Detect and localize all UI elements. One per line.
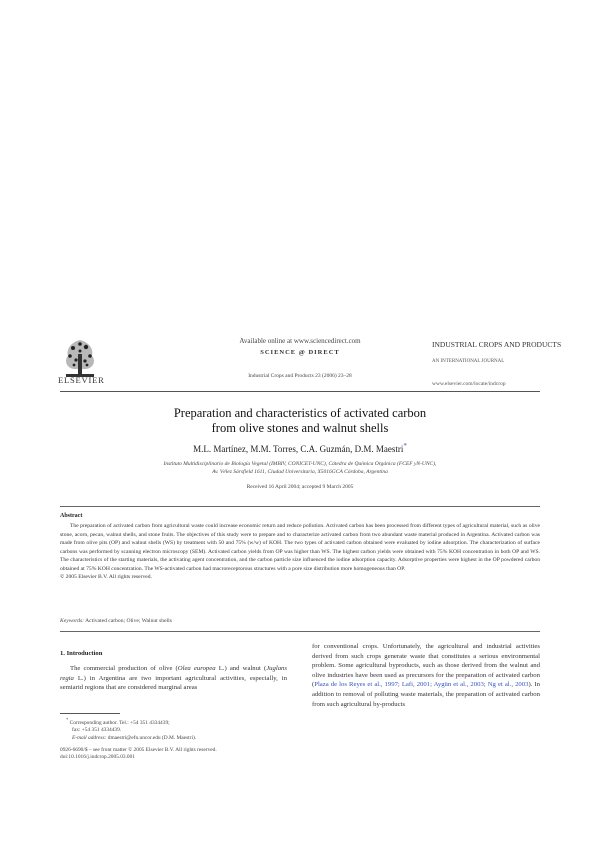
abstract-bottom-rule — [60, 631, 540, 632]
journal-title: INDUSTRIAL CROPS AND PRODUCTS — [432, 340, 562, 349]
section-heading-introduction: 1. Introduction — [60, 650, 103, 657]
abstract-copyright: © 2005 Elsevier B.V. All rights reserved. — [60, 574, 152, 580]
abstract-top-rule — [60, 506, 540, 507]
sciencedirect-logo: SCIENCE @ DIRECT — [260, 349, 340, 356]
author-list — [0, 442, 600, 454]
intro-text: L.) and walnut ( — [215, 665, 267, 672]
affiliation-line-2: Av. Vélez Sársfield 1611, Ciudad Universitaria, X5016GCA Córdoba, Argentina — [212, 468, 388, 475]
footnote — [60, 716, 287, 742]
footnote-email — [60, 735, 287, 742]
received-dates: Received 16 April 2004; accepted 9 March 2005 — [246, 484, 354, 490]
header-divider — [60, 391, 540, 392]
authors-text: M.L. Martínez, M.M. Torres, C.A. Guzmán, D.M. Maestri — [193, 444, 404, 454]
keywords-values: Activated carbon; Olive; Walnut shells — [85, 618, 172, 624]
keywords — [60, 618, 172, 624]
journal-url-link[interactable]: www.elsevier.com/locate/indcrop — [432, 381, 506, 387]
abstract-body — [60, 522, 540, 582]
intro-text: ). In addition to removal of polluting waste materials, the preparation of activated carbon from such agricultural by-products — [312, 681, 540, 708]
intro-text: The commercial production of olive ( — [70, 665, 178, 672]
species-juglans: Juglans regia — [60, 665, 288, 682]
corresponding-author-mark[interactable]: * — [403, 442, 407, 450]
publisher-name: ELSEVIER — [58, 375, 105, 385]
footnote-mark: * — [66, 717, 69, 722]
intro-text: L.) in Argentina are two important agricultural activities, especially, in semiarid regions that are considered marginal areas — [60, 674, 287, 692]
footnote-fax: fax: +54 351 4334439. — [72, 727, 122, 734]
title-line-2: from olive stones and walnut shells — [211, 421, 389, 435]
article-title — [0, 406, 600, 436]
species-olea: Olea europea — [177, 665, 216, 672]
title-line-1: Preparation and characteristics of activated carbon — [173, 406, 427, 420]
email-label: E-mail address: — [72, 734, 107, 741]
footnote-corresponding — [60, 716, 287, 727]
journal-subtitle: AN INTERNATIONAL JOURNAL — [432, 359, 505, 364]
introduction-left-column — [60, 664, 287, 693]
abstract-heading: Abstract — [60, 513, 83, 519]
footnote-rule — [60, 713, 120, 714]
intro-text: for conventional crops. Unfortunately, the agricultural and industrial activities derived from such crops generate waste that constitutes a serious environmental problem. Some agricultural byproducts, such as those derived from the walnut and olive industries have been used as precursors for the preparation of activated carbon ( — [312, 643, 540, 689]
affiliation — [0, 461, 600, 476]
availability-line[interactable]: Available online at www.sciencedirect.com — [239, 337, 361, 345]
journal-citation: Industrial Crops and Products 23 (2006) 23–28 — [248, 373, 352, 379]
abstract-text: The preparation of activated carbon from agricultural waste could increase economic return and reduce pollution. Activated carbon has been processed from different types of agricultural material, such as olive stone, acorn, pecan, walnut shells, and stone fruits. The objectives of this study were to prepare and to characterize activated carbon from two abundant waste material produced in Argentina. Activated carbon was made from olive pits (OP) and walnut shells (WS) by treatment with 50 and 75% (w/w) of KOH. The two types of activated carbon obtained were evaluated by iodine adsorption. The characterization of surface carbons was performed by scanning electron microscopy (SEM). Activated carbon yields from OP was higher than WS. The highest carbon yields were obtained with 75% KOH concentration in both OP and WS. The characteristics of the starting materials, the activating agent concentration, and the carbon particle size influenced the iodine adsorption capacity. Adsorptive properties were highest in the OP powdered carbon obtained at 75% KOH concentration. The WS-activated carbon had macroreceptorous structures with a pore size distribution more homogeneous than OP. — [60, 523, 540, 572]
front-matter — [60, 747, 287, 762]
issn-line: 0926-6690/$ – see front matter © 2005 Elsevier B.V. All rights reserved. — [60, 747, 217, 753]
keywords-label: Keywords: — [60, 618, 85, 624]
footnote-corresponding-text: Corresponding author. Tel.: +54 351 4334439; — [69, 719, 170, 726]
doi-line[interactable]: doi:10.1016/j.indcrop.2005.03.001 — [60, 754, 136, 761]
affiliation-line-1: Instituto Multidisciplinario de Biología Vegetal (IMBIV, CONICET-UNC), Cátedra de Química Orgánica (FCEF yN-UNC), — [163, 461, 437, 467]
citation-link[interactable]: Plaza de los Reyes et al., 1997; Lafi, 2001; Aygün et al., 2003; Ng et al., 2003 — [314, 681, 529, 689]
email-link[interactable]: dmaestri@efn.uncor.edu (D.M. Maestri). — [107, 734, 197, 741]
introduction-right-column — [312, 642, 540, 709]
